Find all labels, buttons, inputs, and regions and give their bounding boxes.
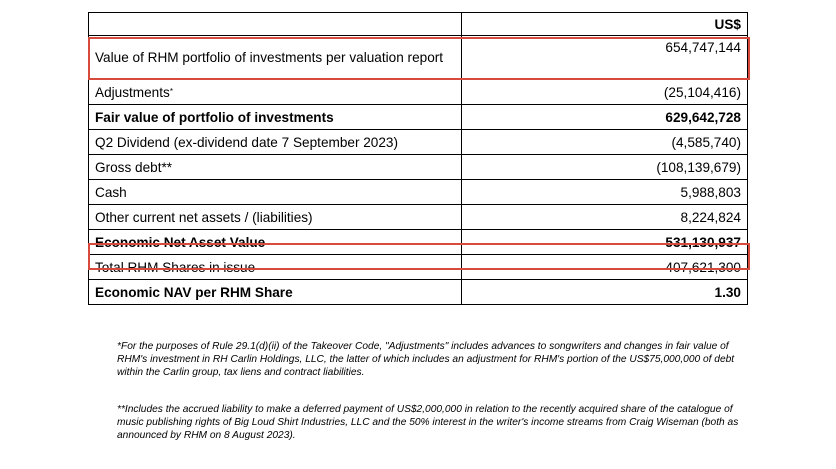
row-value: (4,585,740) bbox=[462, 130, 748, 155]
table-row bbox=[89, 36, 748, 80]
row-value: (25,104,416) bbox=[462, 80, 748, 105]
row-label: Adjustments bbox=[95, 85, 170, 100]
currency-header: US$ bbox=[462, 13, 748, 36]
row-label: Q2 Dividend (ex-dividend date 7 September 2023) bbox=[89, 130, 462, 155]
header-row bbox=[89, 13, 748, 36]
row-value: (108,139,679) bbox=[462, 155, 748, 180]
row-label: Other current net assets / (liabilities) bbox=[89, 205, 462, 230]
row-label: Economic NAV per RHM Share bbox=[89, 280, 462, 305]
table-row bbox=[89, 205, 748, 230]
table-row bbox=[89, 155, 748, 180]
table-row bbox=[89, 130, 748, 155]
row-label: Gross debt** bbox=[89, 155, 462, 180]
row-label: Economic Net Asset Value bbox=[89, 230, 462, 255]
row-value: 407,621,300 bbox=[462, 255, 748, 280]
row-value: 8,224,824 bbox=[462, 205, 748, 230]
table-row bbox=[89, 255, 748, 280]
row-value: 531,130,937 bbox=[462, 230, 748, 255]
row-label: Value of RHM portfolio of investments per valuation report bbox=[89, 36, 462, 80]
table-row bbox=[89, 230, 748, 255]
table-row bbox=[89, 105, 748, 130]
footnote-gross-debt: **Includes the accrued liability to make a deferred payment of US$2,000,000 in relation to the recently acquired share of the catalogue of music publishing rights of Big Loud Shirt Industries, LLC and the 50% interest in the writer's income streams from Craig Wiseman (both as announced by RHM on 8 August 2023). bbox=[117, 404, 739, 441]
row-value: 629,642,728 bbox=[462, 105, 748, 130]
footnote-adjustments: *For the purposes of Rule 29.1(d)(ii) of the Takeover Code, "Adjustments" includes advances to songwriters and changes in fair value of RHM's investment in RH Carlin Holdings, LLC, the latter of which includes an adjustment for RHM's portion of the US$75,000,000 of debt within the Carlin group, tax liens and contract liabilities. bbox=[117, 341, 735, 378]
row-label: Total RHM Shares in issue bbox=[89, 255, 462, 280]
row-value: 654,747,144 bbox=[462, 36, 748, 80]
row-value: 1.30 bbox=[462, 280, 748, 305]
row-label: Fair value of portfolio of investments bbox=[89, 105, 462, 130]
nav-table bbox=[88, 12, 748, 305]
row-label-cell bbox=[89, 80, 462, 105]
row-value: 5,988,803 bbox=[462, 180, 748, 205]
table-row bbox=[89, 280, 748, 305]
row-label: Cash bbox=[89, 180, 462, 205]
table-row bbox=[89, 80, 748, 105]
footnote-marker: * bbox=[169, 87, 173, 96]
header-label-cell bbox=[89, 13, 462, 36]
table-row bbox=[89, 180, 748, 205]
